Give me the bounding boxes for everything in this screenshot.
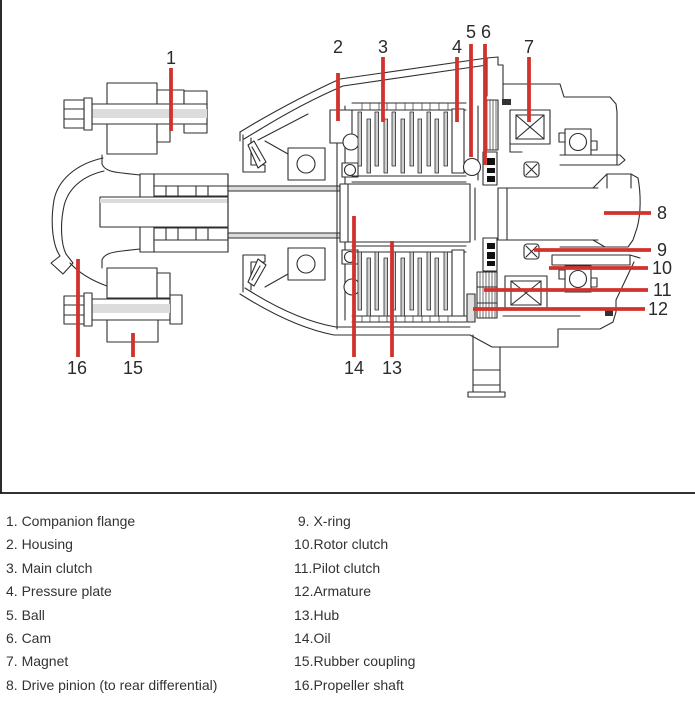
legend-column-left (6, 510, 288, 697)
callout-label-9: 9 (657, 240, 668, 260)
callout-label-7: 7 (523, 37, 535, 57)
legend-item-10: 10.Rotor clutch (294, 536, 389, 553)
callout-label-1: 1 (165, 48, 177, 68)
legend-item-15: 15.Rubber coupling (294, 653, 416, 670)
callout-label-10: 10 (652, 258, 673, 278)
legend-item-14: 14.Oil (294, 630, 331, 647)
top-bolt-assembly (64, 83, 207, 154)
callout-label-16: 16 (66, 358, 88, 378)
x-ring-top (524, 162, 539, 177)
rotor-clutch (552, 255, 640, 265)
callout-label-12: 12 (648, 299, 669, 319)
callout-label-8: 8 (657, 203, 668, 223)
callout-8 (604, 203, 667, 223)
legend-item-4: 4. Pressure plate (6, 583, 112, 600)
hub-block (340, 184, 470, 242)
splined-hub-and-shaft (100, 174, 340, 252)
legend-item-8: 8. Drive pinion (to rear differential) (6, 676, 218, 693)
legend-item-12: 12.Armature (294, 583, 372, 600)
legend-item-13: 13.Hub (294, 606, 340, 623)
input-seals-and-bearings (243, 135, 325, 292)
ball-bearing-top (559, 129, 597, 155)
legend-column-right (294, 510, 584, 697)
legend-item-5: 5. Ball (6, 606, 45, 623)
callout-label-5: 5 (465, 22, 477, 42)
callout-label-2: 2 (332, 37, 344, 57)
callout-label-4: 4 (451, 37, 463, 57)
legend-item-7: 7. Magnet (6, 653, 69, 670)
legend-item-6: 6. Cam (6, 630, 52, 647)
callout-7 (524, 37, 534, 122)
legend-item-11: 11.Pilot clutch (294, 559, 381, 576)
hub-clutch-pack (352, 246, 466, 322)
callout-label-13: 13 (381, 358, 403, 378)
main-clutch-pack (352, 103, 478, 182)
legend-item-9: 9. X-ring (294, 513, 351, 529)
legend-item-16: 16.Propeller shaft (294, 676, 404, 693)
callout-label-6: 6 (480, 22, 492, 42)
callout-5 (466, 22, 476, 157)
legend-item-2: 2. Housing (6, 536, 73, 553)
legend-item-1: 1. Companion flange (6, 513, 136, 529)
parts-legend (0, 503, 695, 715)
legend-item-3: 3. Main clutch (6, 559, 93, 576)
ball-shape (464, 159, 481, 176)
drive-pinion-shaft (475, 150, 640, 247)
callout-label-15: 15 (122, 358, 144, 378)
callout-label-14: 14 (343, 358, 365, 378)
bottom-bolt-assembly (64, 268, 182, 342)
callout-label-3: 3 (377, 37, 389, 57)
callout-label-11: 11 (653, 280, 672, 300)
